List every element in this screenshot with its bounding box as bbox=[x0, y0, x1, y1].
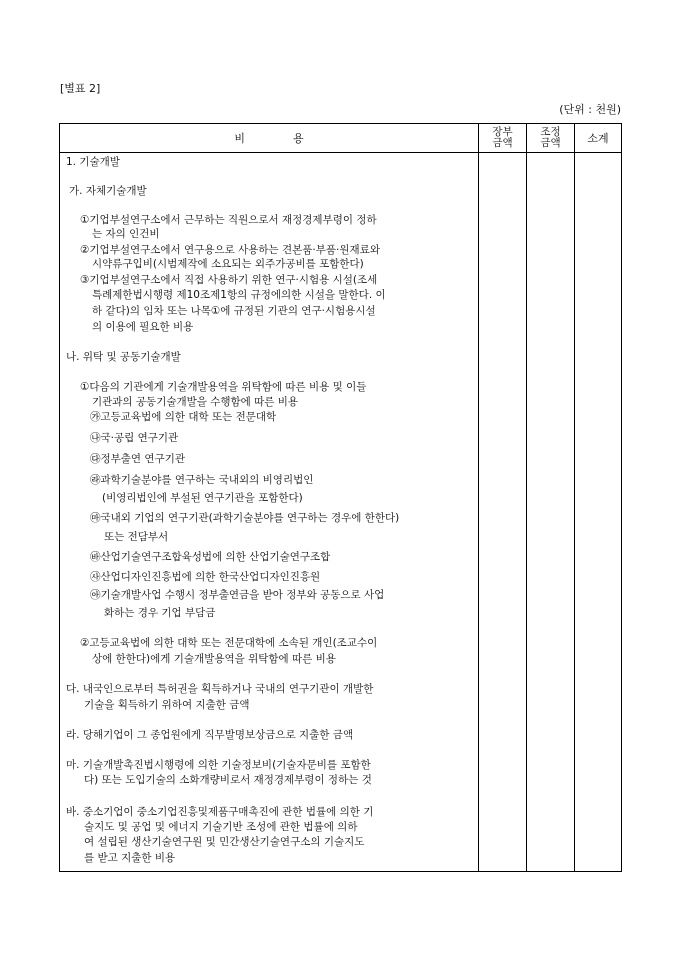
cost-items-cell bbox=[60, 153, 479, 872]
item-f-line4: 를 받고 지출한 비용 bbox=[84, 852, 176, 864]
item-c-line2: 기술을 획득하기 위하여 지출한 금액 bbox=[84, 699, 250, 711]
document-label: [별표 2] bbox=[60, 82, 101, 95]
unit-label: (단위 : 천원) bbox=[559, 103, 621, 116]
section-1: 1. 기술개발 bbox=[66, 156, 120, 168]
item-b1-line2: 기관과의 공동기술개발을 수행함에 따른 비용 bbox=[92, 396, 299, 408]
item-b1-ra-line2: (비영리법인에 부설된 연구기관을 포함한다) bbox=[102, 492, 303, 504]
item-f-line3: 여 설립된 생산기술연구원 및 민간생산기술연구소의 기술지도 bbox=[84, 836, 365, 848]
item-b1-na: ㉯국·공립 연구기관 bbox=[90, 432, 179, 444]
item-f-line1: 바. 중소기업이 중소기업진흥및제품구매촉진에 관한 법률에 의한 기 bbox=[66, 806, 374, 818]
header-book-amount bbox=[479, 124, 527, 153]
item-b1-a-line2: 화하는 경우 기업 부담금 bbox=[104, 607, 216, 619]
section-1-a: 가. 자체기술개발 bbox=[69, 185, 147, 197]
header-cost-b: 용 bbox=[293, 132, 304, 145]
item-a1-line1: ①기업부설연구소에서 근무하는 직원으로서 재정경제부령이 정하 bbox=[80, 214, 377, 226]
item-b1-ba: ㉳산업기술연구조합육성법에 의한 산업기술연구조합 bbox=[90, 551, 331, 563]
item-b1-line1: ①다음의 기관에게 기술개발용역을 위탁함에 따른 비용 및 이들 bbox=[80, 381, 367, 393]
item-e-line2: 다) 또는 도입기술의 소화개량비로서 재정경제부령이 정하는 것 bbox=[84, 774, 372, 786]
item-e-line1: 마. 기술개발촉진법시행령에 의한 기술정보비(기술자문비를 포함한 bbox=[66, 759, 371, 771]
body-row bbox=[60, 153, 622, 872]
item-b1-a-line1: ㉵기술개발사업 수행시 정부출연금을 받아 정부와 공동으로 사업 bbox=[90, 589, 385, 601]
item-f-line2: 술지도 및 공업 및 에너지 기술기반 조성에 관한 법률에 의하 bbox=[84, 821, 358, 833]
item-d-line1: 라. 당해기업이 그 종업원에게 직무발명보상금으로 지출한 금액 bbox=[66, 729, 354, 741]
header-book-1: 장부 bbox=[492, 126, 513, 138]
header-row bbox=[60, 124, 622, 153]
section-1-b: 나. 위탁 및 공동기술개발 bbox=[66, 351, 181, 363]
item-a1-line2: 는 자의 인건비 bbox=[92, 228, 160, 240]
header-cost-a: 비 bbox=[234, 132, 245, 145]
header-book-2: 금액 bbox=[492, 137, 513, 149]
item-b1-sa: ㉴산업디자인진흥법에 의한 한국산업디자인진흥원 bbox=[90, 571, 321, 583]
adjusted-amount-cell[interactable] bbox=[527, 153, 575, 872]
subtotal-cell[interactable] bbox=[575, 153, 622, 872]
header-adj-1: 조정 bbox=[540, 126, 561, 138]
item-b1-ma-line1: ㉲국내외 기업의 연구기관(과학기술분야를 연구하는 경우에 한한다) bbox=[90, 512, 400, 524]
item-a3-line2: 특례제한법시행령 제10조제1항의 규정에의한 시설을 말한다. 이 bbox=[92, 289, 386, 301]
item-b1-da: ㉰정부출연 연구기관 bbox=[90, 453, 185, 465]
cost-table bbox=[59, 123, 622, 872]
item-a2-line1: ②기업부설연구소에서 연구용으로 사용하는 견본품·부품·원재료와 bbox=[80, 244, 380, 256]
book-amount-cell[interactable] bbox=[479, 153, 527, 872]
item-b1-ra-line1: ㉱과학기술분야를 연구하는 국내외의 비영리법인 bbox=[90, 474, 314, 486]
header-adj-2: 금액 bbox=[540, 137, 561, 149]
header-cost bbox=[60, 124, 479, 153]
item-a3-line4: 의 이용에 필요한 비용 bbox=[92, 321, 194, 333]
item-a3-line1: ③기업부설연구소에서 직접 사용하기 위한 연구·시험용 시설(조세 bbox=[80, 274, 378, 286]
header-adjusted-amount bbox=[527, 124, 575, 153]
item-b1-ga: ㉮고등교육법에 의한 대학 또는 전문대학 bbox=[90, 411, 277, 423]
item-b1-ma-line2: 또는 전담부서 bbox=[104, 531, 169, 543]
header-subtotal: 소계 bbox=[575, 124, 622, 153]
item-c-line1: 다. 내국인으로부터 특허권을 획득하거나 국내의 연구기관이 개발한 bbox=[66, 683, 374, 695]
item-b2-line1: ②고등교육법에 의한 대학 또는 전문대학에 소속된 개인(조교수이 bbox=[80, 637, 378, 649]
item-b2-line2: 상에 한한다)에게 기술개발용역을 위탁함에 따른 비용 bbox=[92, 653, 336, 665]
item-a2-line2: 시약류구입비(시범제작에 소요되는 외주가공비를 포함한다) bbox=[92, 258, 364, 270]
item-a3-line3: 하 같다)의 임차 또는 나목①에 규정된 기관의 연구·시험용시설 bbox=[92, 305, 376, 317]
